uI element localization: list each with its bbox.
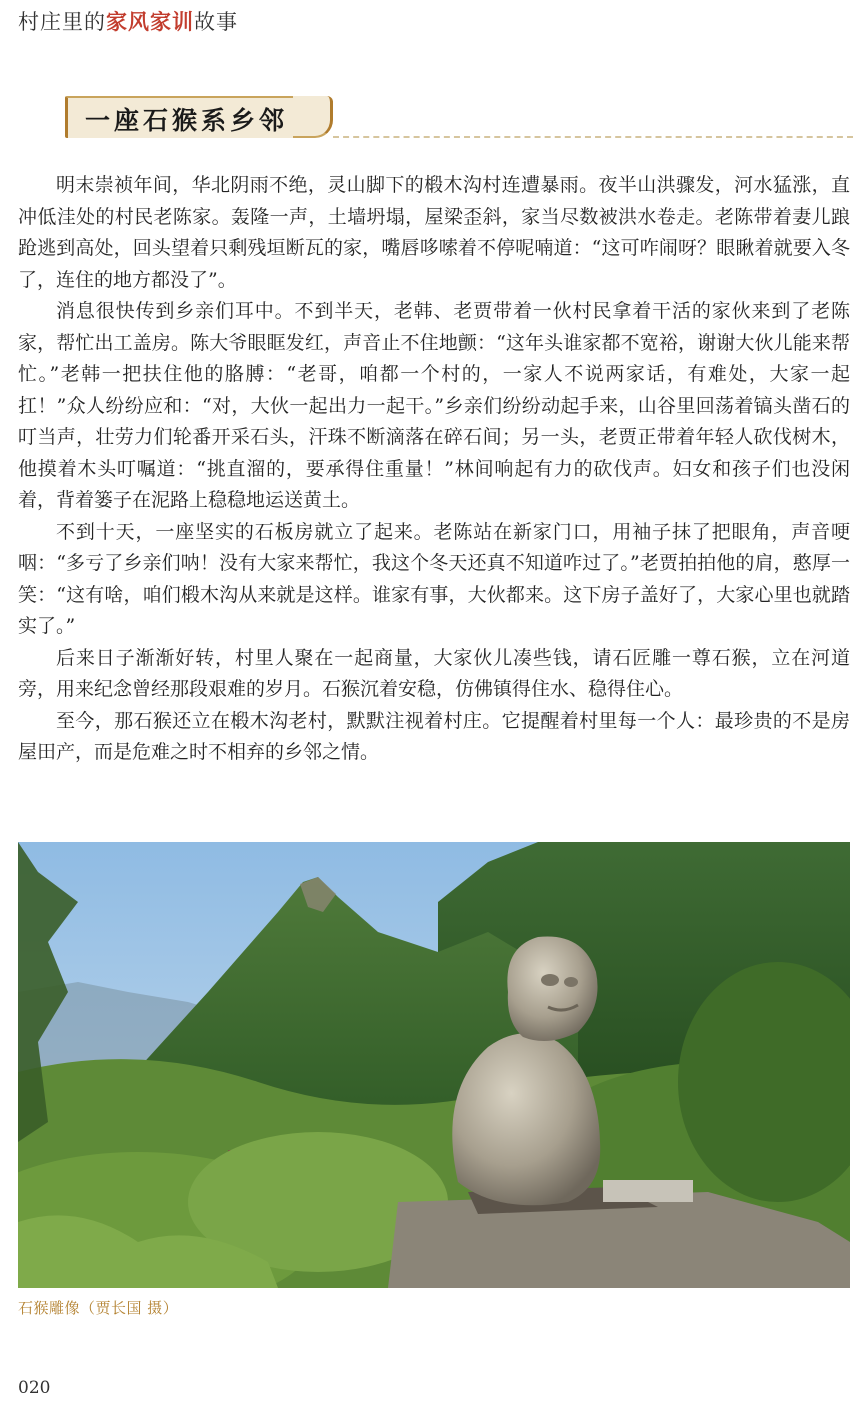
- section-title-banner: [65, 96, 855, 146]
- stone-monkey-photo: [18, 842, 850, 1288]
- section-title: 一座石猴系乡邻: [85, 106, 289, 135]
- page-number: 020: [18, 1378, 51, 1398]
- header-highlight: 家风家训: [106, 9, 194, 34]
- paragraph: 不到十天，一座坚实的石板房就立了起来。老陈站在新家门口，用袖子抹了把眼角，声音哽咽：“多亏了乡亲们呐！没有大家来帮忙，我这个冬天还真不知道咋过了。”老贾拍拍他的肩，憨厚一笑：“这有啥，咱们椴木沟从来就是这样。谁家有事，大伙都来。这下房子盖好了，大家心里也就踏实了。”: [18, 520, 850, 637]
- header-prefix: 村庄里的: [18, 10, 106, 34]
- paragraph: 明末崇祯年间，华北阴雨不绝，灵山脚下的椴木沟村连遭暴雨。夜半山洪骤发，河水猛涨，直冲低洼处的村民老陈家。轰隆一声，土墙坍塌，屋梁歪斜，家当尽数被洪水卷走。老陈带着妻儿踉跄逃到高处，回头望着只剩残垣断瓦的家，嘴唇哆嗦着不停呢喃道：“这可咋闹呀？眼瞅着就要入冬了，连住的地方都没了”。: [18, 174, 850, 291]
- paragraph: 至今，那石猴还立在椴木沟老村，默默注视着村庄。它提醒着村里每一个人：最珍贵的不是房屋田产，而是危难之时不相弃的乡邻之情。: [18, 709, 850, 763]
- header-suffix: 故事: [194, 10, 238, 34]
- paragraph: 后来日子渐渐好转，村里人聚在一起商量，大家伙儿凑些钱，请石匠雕一尊石猴，立在河道旁，用来纪念曾经那段艰难的岁月。石猴沉着安稳，仿佛镇得住水、稳得住心。: [18, 646, 850, 700]
- photo-caption: 石猴雕像（贾长国 摄）: [18, 1299, 179, 1317]
- paragraph: 消息很快传到乡亲们耳中。不到半天，老韩、老贾带着一伙村民拿着干活的家伙来到了老陈家，帮忙出工盖房。陈大爷眼眶发红，声音止不住地颤：“这年头谁家都不宽裕，谢谢大伙儿能来帮忙。”老韩一把扶住他的胳膊：“老哥，咱都一个村的，一家人不说两家话，有难处，大家一起扛！”众人纷纷应和：“对，大伙一起出力一起干。”乡亲们纷纷动起手来，山谷里回荡着镐头凿石的叮当声，壮劳力们轮番开采石头，汗珠不断滴落在碎石间；另一头，老贾正带着年轻人砍伐树木，他摸着木头叮嘱道：“挑直溜的，要承得住重量！”林间响起有力的砍伐声。妇女和孩子们也没闲着，背着篓子在泥路上稳稳地运送黄土。: [18, 300, 850, 511]
- running-header: [18, 6, 238, 34]
- title-banner-curl: [293, 96, 333, 138]
- title-dotted-rule: [333, 136, 853, 138]
- article-body: [18, 170, 850, 769]
